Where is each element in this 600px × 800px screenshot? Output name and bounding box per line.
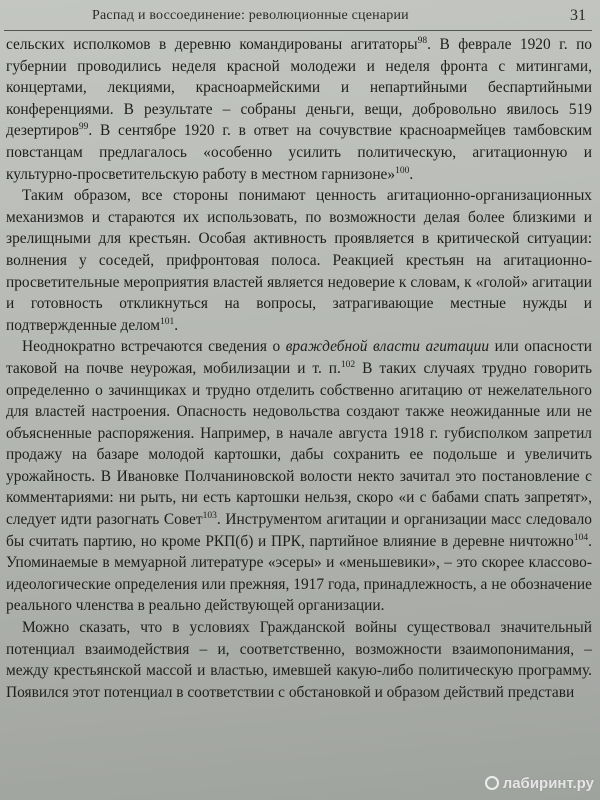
paragraph-1	[6, 34, 592, 185]
footnote-ref: 99	[78, 122, 89, 133]
header-rule	[4, 30, 592, 31]
text-run: . В сентябре 1920 г. в ответ на сочувствие красноармейцев тамбовским повстанцам предлагалось «особенно усилить политическую, агитационную и культурно-просветительскую работу в местном гарнизоне»	[6, 122, 592, 183]
text-run: Можно сказать, что в условиях Гражданской войны существовал значительный потенциал взаимодействия – и, соответственно, возможности взаимопонимания, – между крестьянской массой и властью, имевшей какую-либо политическую программу. Появился этот потенциал в соответствии с обстановкой и образом действий представи	[6, 619, 592, 701]
text-run: Неоднократно встречаются сведения о	[22, 338, 286, 356]
page-number: 31	[570, 7, 586, 24]
italic-phrase: враждебной власти агитации	[285, 338, 490, 356]
text-run: или опасности таковой на почве неурожая, мобилизации и т. п.	[6, 338, 592, 377]
running-header-title: Распад и воссоединение: революционные сценарии	[92, 8, 409, 23]
watermark	[485, 772, 594, 794]
body-text	[6, 34, 592, 703]
paragraph-3	[6, 336, 592, 617]
paragraph-4	[6, 617, 592, 703]
footnote-ref: 98	[417, 36, 428, 46]
text-run: .	[174, 316, 179, 334]
text-run: сельских исполкомов в деревню командированы агитаторы	[6, 36, 418, 53]
text-run: . Упоминаемые в мемуарной литературе «эсеры» и «меньшевики», – это скорее классово-идеологические определения или прежняя, 1917 года, принадлежность, а не обозначение реального членства в реально действующей организации.	[6, 532, 592, 615]
text-run: Таким образом, все стороны понимают ценность агитационно-организационных механизмов и стараются их использовать, по возможности делая более близкими и зрелищными для крестьян. Особая активность проявляется в критической ситуации: волнения у соседей, прифронтовая полоса. Реакцией крестьян на агитационно-просветительные мероприятия властей является недоверие к словам, к «голой» агитации и готовность откликнуться на вопросы, затрагивающие местные нужды и подтвержденные делом	[6, 187, 592, 334]
text-run: . В феврале 1920 г. по губернии проводились неделя красной молодежи и неделя фронта с митингами, концертами, лекциями, красноармейскими и непартийными беспартийными конференциями. В результате – собраны деньги, вещи, добровольно явилось 519 дезертиров	[6, 36, 592, 140]
footnote-ref: 104	[573, 532, 589, 543]
labirint-logo-icon	[485, 776, 499, 790]
running-header	[92, 8, 586, 26]
text-run: . Инструментом агитации и организации масс следовало бы считать партию, но кроме РКП(б) и ПРК, партийное влияние в деревне ничтожно	[6, 511, 592, 550]
text-run: В таких случаях трудно говорить определенно о зачинщиках и трудно отделить собственно агитацию от нежелательного для властей настроения. Опасность недовольства создают также неожиданные или не объясненные распоряжения. Например, в начале августа 1918 г. губисполком запретил продажу на базаре молодой картошки, дабы сохранить ее подольше и увеличить урожайность. В Ивановке Полчаниновской волости некто зачитал это постановление с комментариями: ни рыть, ни есть картошки нельзя, скоро «и с бабами спать запретят», следует идти разогнать Совет	[6, 359, 592, 529]
paragraph-2	[6, 185, 592, 336]
footnote-ref: 102	[340, 359, 356, 370]
footnote-ref: 100	[395, 165, 410, 176]
footnote-ref: 103	[202, 511, 217, 522]
footnote-ref: 101	[160, 316, 175, 327]
watermark-text: лабиринт.ру	[502, 774, 594, 792]
text-run: .	[409, 165, 414, 183]
